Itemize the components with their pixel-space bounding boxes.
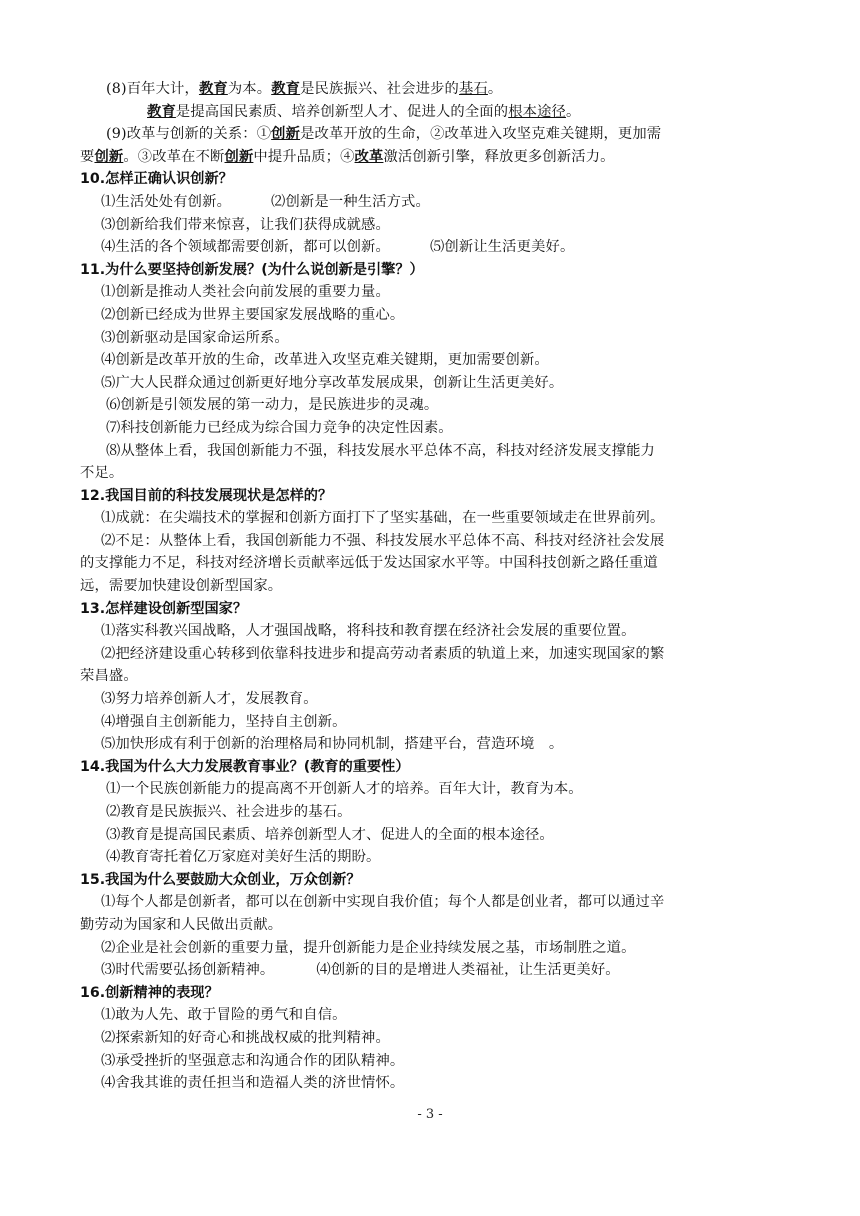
keyword: 创新 bbox=[271, 126, 301, 143]
text: 是改革开放的生命，②改革进入攻坚克难关键期，更加需 bbox=[300, 126, 662, 143]
list-item: ⑴一个民族创新能力的提高离不开创新人才的培养。百年大计，教育为本。 bbox=[106, 781, 583, 798]
list-item: ⑹创新是引领发展的第一动力，是民族进步的灵魂。 bbox=[106, 397, 439, 414]
list-item: ⑴敢为人先、敢于冒险的勇气和自信。 bbox=[101, 1007, 347, 1024]
underlined-term: 根本途径 bbox=[508, 103, 566, 120]
keyword: 教育 bbox=[147, 103, 176, 120]
list-item bbox=[80, 191, 786, 214]
list-item: ⑴成就：在尖端技术的掌握和创新方面打下了坚实基础，在一些重要领域走在世界前列。 bbox=[101, 510, 665, 527]
list-item-text: ⑸创新让生活更美好。 bbox=[429, 239, 575, 256]
list-item: ⑵企业是社会创新的重要力量，提升创新能力是企业持续发展之基，市场制胜之道。 bbox=[101, 939, 636, 956]
text: 。 bbox=[487, 81, 503, 97]
keyword: 创新 bbox=[224, 148, 254, 165]
list-item-continuation: 远，需要加快建设创新型国家。 bbox=[80, 578, 283, 595]
text: 是提高国民素质、培养创新型人才、促进人的全面的 bbox=[175, 103, 509, 120]
document-body bbox=[80, 78, 786, 1095]
list-item-text: ⑴生活处处有创新。 bbox=[101, 193, 232, 210]
list-item-text: ⑷生活的各个领域都需要创新，都可以创新。 bbox=[101, 239, 390, 256]
keyword: 创新 bbox=[94, 148, 124, 165]
paragraph-8-line-2 bbox=[80, 101, 786, 124]
text: (9)改革与创新的关系：① bbox=[106, 126, 272, 143]
list-item-continuation: 的支撑能力不足，科技对经济增长贡献率远低于发达国家水平等。中国科技创新之路任重道 bbox=[80, 555, 658, 572]
list-item-continuation: 勤劳动为国家和人民做出贡献。 bbox=[80, 916, 283, 933]
list-item bbox=[80, 236, 786, 259]
section-10-heading: 10.怎样正确认识创新？ bbox=[80, 171, 233, 188]
list-item: ⑷舍我其谁的责任担当和造福人类的济世情怀。 bbox=[101, 1075, 405, 1092]
list-item: ⑺科技创新能力已经成为综合国力竞争的决定性因素。 bbox=[106, 419, 453, 436]
list-item: ⑵创新已经成为世界主要国家发展战略的重心。 bbox=[101, 306, 405, 323]
list-item: ⑴每个人都是创新者，都可以在创新中实现自我价值；每个人都是创业者，都可以通过辛 bbox=[101, 894, 665, 911]
list-item-continuation: 荣昌盛。 bbox=[80, 668, 138, 685]
list-item-text: ⑷创新的目的是增进人类福祉，让生活更美好。 bbox=[316, 962, 620, 979]
section-14-heading: 14.我国为什么大力发展教育事业？(教育的重要性） bbox=[80, 758, 410, 775]
list-item: ⑸加快形成有利于创新的治理格局和协同机制，搭建平台，营造环境 。 bbox=[101, 736, 564, 753]
list-item: ⑶创新驱动是国家命运所系。 bbox=[101, 329, 289, 346]
list-item bbox=[80, 959, 786, 982]
paragraph-8-line-1 bbox=[80, 78, 786, 101]
list-item: ⑴创新是推动人类社会向前发展的重要力量。 bbox=[101, 284, 390, 301]
text: 中提升品质；④ bbox=[253, 148, 355, 165]
keyword: 教育 bbox=[198, 81, 228, 97]
keyword: 改革 bbox=[354, 148, 384, 165]
text: 是民族振兴、社会进步的 bbox=[300, 81, 460, 97]
paragraph-9-line-1 bbox=[80, 123, 786, 146]
list-item: ⑵把经济建设重心转移到依靠科技进步和提高劳动者素质的轨道上来，加速实现国家的繁 bbox=[101, 645, 665, 662]
text: 为本。 bbox=[227, 81, 272, 97]
list-item: ⑶努力培养创新人才，发展教育。 bbox=[101, 691, 318, 708]
list-item: ⑷创新是改革开放的生命，改革进入攻坚克难关键期，更加需要创新。 bbox=[101, 352, 549, 369]
text: 激活创新引擎，释放更多创新活力。 bbox=[383, 148, 615, 165]
list-item: ⑵教育是民族振兴、社会进步的基石。 bbox=[106, 804, 352, 820]
text: (8)百年大计， bbox=[106, 81, 199, 97]
text: 要 bbox=[80, 148, 95, 165]
text: 。③改革在不断 bbox=[123, 148, 225, 165]
section-15-heading: 15.我国为什么要鼓励大众创业，万众创新？ bbox=[80, 871, 361, 888]
page-number: - 3 - bbox=[417, 1107, 443, 1122]
section-16-heading: 16.创新精神的表现？ bbox=[80, 984, 219, 1001]
paragraph-9-line-2 bbox=[80, 146, 786, 169]
section-12-heading: 12.我国目前的科技发展现状是怎样的？ bbox=[80, 487, 333, 504]
list-item: ⑶承受挫折的坚强意志和沟通合作的团队精神。 bbox=[101, 1052, 405, 1069]
list-item-text: ⑵创新是一种生活方式。 bbox=[271, 193, 430, 210]
list-item-continuation: 不足。 bbox=[80, 465, 124, 482]
list-item: ⑶创新给我们带来惊喜，让我们获得成就感。 bbox=[101, 216, 390, 233]
list-item: ⑶教育是提高国民素质、培养创新型人才、促进人的全面的根本途径。 bbox=[106, 826, 554, 843]
keyword: 教育 bbox=[271, 81, 301, 97]
section-13-heading: 13.怎样建设创新型国家？ bbox=[80, 600, 248, 617]
text: 。 bbox=[565, 103, 581, 120]
list-item: ⑵探索新知的好奇心和挑战权威的批判精神。 bbox=[101, 1029, 390, 1046]
list-item: ⑸广大人民群众通过创新更好地分享改革发展成果，创新让生活更美好。 bbox=[101, 374, 564, 391]
list-item: ⑷增强自主创新能力，坚持自主创新。 bbox=[101, 713, 347, 730]
section-11-heading: 11.为什么要坚持创新发展？(为什么说创新是引擎？） bbox=[80, 261, 424, 278]
list-item-text: ⑶时代需要弘扬创新精神。 bbox=[101, 962, 275, 979]
list-item: ⑴落实科教兴国战略，人才强国战略，将科技和教育摆在经济社会发展的重要位置。 bbox=[101, 623, 636, 640]
underlined-term: 基石 bbox=[459, 81, 488, 97]
list-item: ⑵不足：从整体上看，我国创新能力不强、科技发展水平总体不高、科技对经济社会发展 bbox=[101, 532, 665, 549]
list-item: ⑷教育寄托着亿万家庭对美好生活的期盼。 bbox=[106, 849, 381, 866]
list-item: ⑻从整体上看，我国创新能力不强，科技发展水平总体不高，科技对经济发展支撑能力 bbox=[106, 442, 655, 459]
